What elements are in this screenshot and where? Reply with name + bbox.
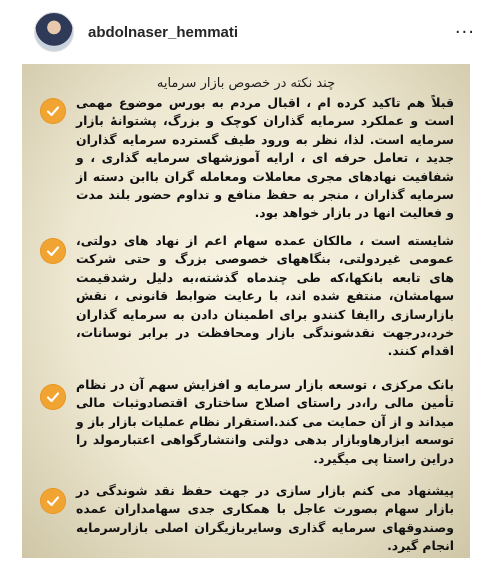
more-options-button[interactable]: ··· bbox=[451, 22, 479, 43]
list-item bbox=[34, 482, 454, 556]
list-item-text: پیشنهاد می کنم بازار سازی در جهت حفظ نقد شوندگی در بازار سهام بصورت عاجل با همکاری جدی سهامداران عمده وصندوقهای سرمایه گذاری وسایربازیگران اصلی بازارسرمایه انجام گیرد. bbox=[76, 483, 454, 554]
check-icon bbox=[40, 384, 66, 410]
check-icon bbox=[40, 238, 66, 264]
post-title: چند نکته در خصوص بازار سرمایه bbox=[156, 76, 336, 91]
post-image bbox=[22, 64, 470, 558]
list-item bbox=[34, 232, 454, 361]
check-icon bbox=[40, 488, 66, 514]
post-header bbox=[0, 0, 493, 64]
list-item-text: شایسته است ، مالکان عمده سهام اعم از نهاد های دولتی، عمومی غیردولتی، بنگاههای خصوصی بزرگ و حتی شرکت های تابعه بانکها،که طی چندماه گذشته،به دلیل رشدقیمت سهامشان، منتفع شده اند، با رعایت ضوابط قانونی ، نقش بازارسازی راایفا کنندو برای اطمینان دادن به سرمایه گذاران خرد،درجهت نقدشوندگی بازار ومحافظت در برابر نوسانات، اقدام کنند. bbox=[76, 233, 454, 359]
avatar[interactable] bbox=[34, 12, 74, 52]
list-item-text: بانک مرکزی ، توسعه بازار سرمایه و افزایش سهم آن در نظام تأمین مالی را،در راستای اصلاح ساختاری اقتصادوثبات مالی میداند و از آن حمایت می کند.استقرار نظام عملیات بازار باز و توسعه ابزارهاوبازار بدهی دولتی وانتشارگواهی اعتبارمولد را دراین راستا پی میگیرد. bbox=[76, 377, 454, 466]
check-icon bbox=[40, 98, 66, 124]
list-item bbox=[34, 376, 454, 468]
list-item bbox=[34, 94, 454, 223]
list-item-text: قبلاً هم تاکید کرده ام ، اقبال مردم به بورس موضوع مهمی است و عملکرد سرمایه گذاران کوچک و بزرگ، پشتوانهٔ بازار سرمایه است. لذا، نظر به ورود طیف گسترده سرمایه گذاران جدید ، تعامل حرفه ای ، ارایه آموزشهای سرمایه گذاری ، و شفافیت نهادهای مجری معاملات ومعامله گران باابن دسته از سرمایه گذاران ، منجر به حفظ منافع و تداوم حضور بلند مدت و فعالیت انها در بازار خواهد بود. bbox=[76, 95, 454, 221]
username[interactable]: abdolnaser_hemmati bbox=[88, 23, 239, 41]
